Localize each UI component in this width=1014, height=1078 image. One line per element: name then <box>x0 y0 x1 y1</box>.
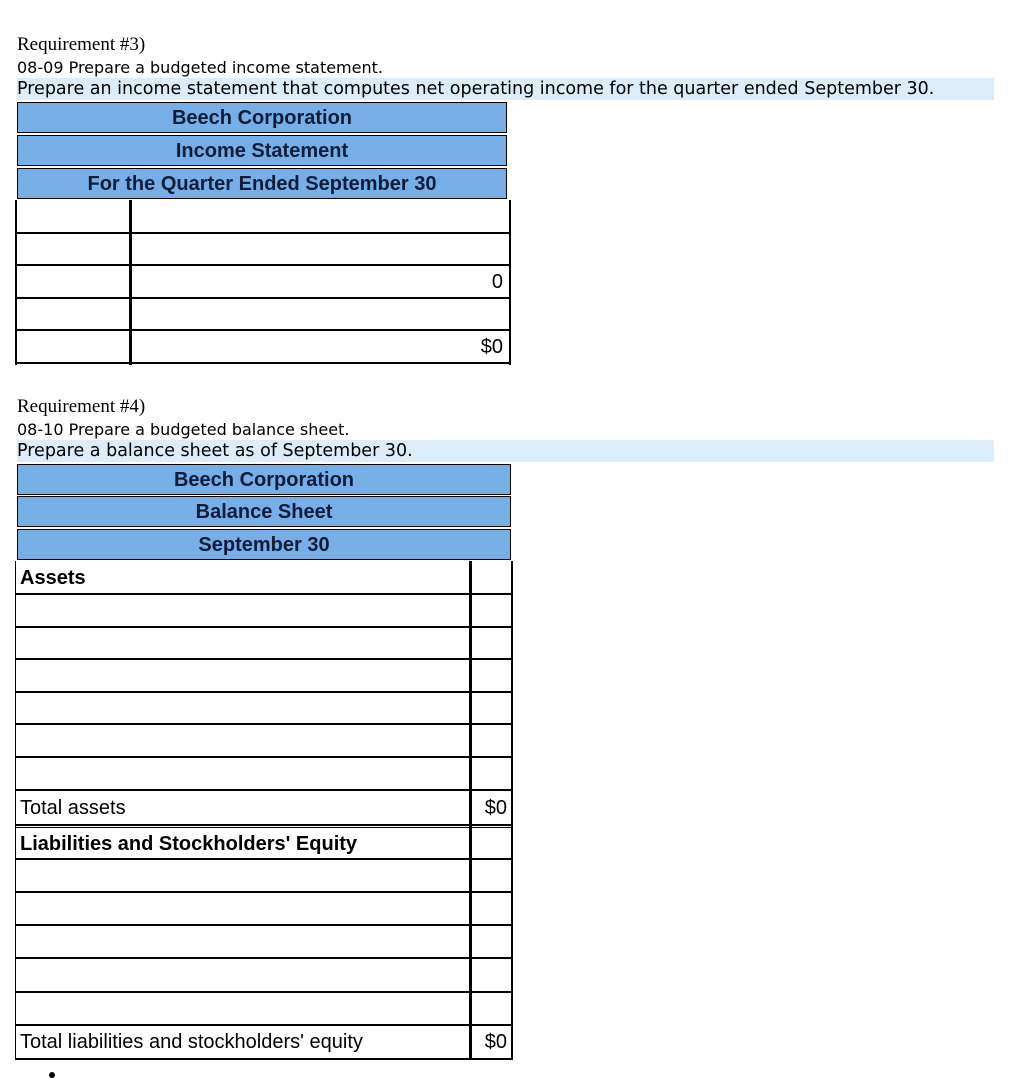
asset-row1-label-input[interactable] <box>19 596 467 624</box>
liab-row2-amount-input[interactable] <box>474 894 509 922</box>
asset-row2-amount-input[interactable] <box>474 629 509 656</box>
total-assets-underline <box>15 827 513 828</box>
balance-row-line <box>15 626 513 628</box>
balance-row-line <box>15 658 513 660</box>
liab-row3-amount-input[interactable] <box>474 927 509 955</box>
balance-row-line <box>15 789 513 791</box>
income-row-line <box>15 232 511 234</box>
asset-row4-label-input[interactable] <box>19 694 467 721</box>
income-net-operating-income-value: $0 <box>480 336 503 358</box>
balance-col-divider <box>469 561 472 1060</box>
liab-row1-label-input[interactable] <box>19 861 467 889</box>
balance-row-line <box>15 1058 513 1060</box>
liabilities-equity-section-label: Liabilities and Stockholders' Equity <box>20 833 358 855</box>
income-row2-amount-input[interactable] <box>134 235 507 263</box>
assets-section-label: Assets <box>20 567 86 589</box>
assets-header-amount-input[interactable] <box>474 564 509 591</box>
liab-row1-amount-input[interactable] <box>474 861 509 889</box>
asset-row5-amount-input[interactable] <box>474 726 509 754</box>
req4-title: Requirement #4) <box>17 396 146 417</box>
balance-row-line <box>15 756 513 758</box>
asset-row6-label-input[interactable] <box>19 759 467 787</box>
income-row4-amount-input[interactable] <box>134 300 507 328</box>
balance-row-line <box>15 691 513 693</box>
balance-row-line <box>15 991 513 993</box>
total-assets-label: Total assets <box>20 797 126 819</box>
asset-row5-label-input[interactable] <box>19 726 467 754</box>
income-row2-label-input[interactable] <box>19 235 127 263</box>
liab-row4-label-input[interactable] <box>19 960 467 989</box>
income-col-divider <box>129 200 132 365</box>
total-liabilities-equity-label: Total liabilities and stockholders' equity <box>20 1031 363 1053</box>
liab-row2-label-input[interactable] <box>19 894 467 922</box>
balance-row-line <box>15 824 513 826</box>
asset-row3-amount-input[interactable] <box>474 661 509 689</box>
balance-header-title: Balance Sheet <box>17 496 511 527</box>
balance-row-line <box>15 891 513 893</box>
income-row4-label-input[interactable] <box>19 300 127 328</box>
req3-subtitle: 08-09 Prepare a budgeted income statement. <box>17 58 383 77</box>
bullet-dot <box>49 1072 55 1078</box>
income-header-company: Beech Corporation <box>17 102 507 133</box>
income-row3-value: 0 <box>491 271 503 293</box>
asset-row3-label-input[interactable] <box>19 661 467 689</box>
income-row1-amount-input[interactable] <box>134 202 507 230</box>
income-row-line <box>15 362 511 364</box>
asset-row4-amount-input[interactable] <box>474 694 509 721</box>
income-header-period: For the Quarter Ended September 30 <box>17 168 507 199</box>
balance-row-line <box>15 957 513 959</box>
req4-subtitle: 08-10 Prepare a budgeted balance sheet. <box>17 420 350 439</box>
balance-header-date: September 30 <box>17 529 511 560</box>
balance-row-line <box>15 924 513 926</box>
req3-title: Requirement #3) <box>17 34 146 55</box>
req4-instruction: Prepare a balance sheet as of September 30. <box>17 440 994 462</box>
income-row-line <box>15 297 511 299</box>
liab-header-amount-input[interactable] <box>474 830 509 856</box>
income-row-line <box>15 329 511 331</box>
asset-row1-amount-input[interactable] <box>474 596 509 624</box>
balance-row-line <box>15 593 513 595</box>
balance-row-line <box>15 1024 513 1026</box>
total-assets-value: $0 <box>484 797 507 819</box>
income-row3-label-input[interactable] <box>19 267 127 295</box>
income-row-line <box>15 264 511 266</box>
liab-row5-label-input[interactable] <box>19 994 467 1022</box>
balance-header-company: Beech Corporation <box>17 464 511 495</box>
liab-row5-amount-input[interactable] <box>474 994 509 1022</box>
income-header-title: Income Statement <box>17 135 507 166</box>
req3-instruction: Prepare an income statement that computes net operating income for the quarter ended September 30. <box>17 78 994 100</box>
balance-row-line <box>15 723 513 725</box>
asset-row6-amount-input[interactable] <box>474 759 509 787</box>
liab-row3-label-input[interactable] <box>19 927 467 955</box>
balance-row-line <box>15 858 513 860</box>
total-liabilities-equity-value: $0 <box>484 1031 507 1053</box>
liab-row4-amount-input[interactable] <box>474 960 509 989</box>
income-row1-label-input[interactable] <box>19 202 127 230</box>
income-row5-label-input[interactable] <box>19 332 127 360</box>
asset-row2-label-input[interactable] <box>19 629 467 656</box>
